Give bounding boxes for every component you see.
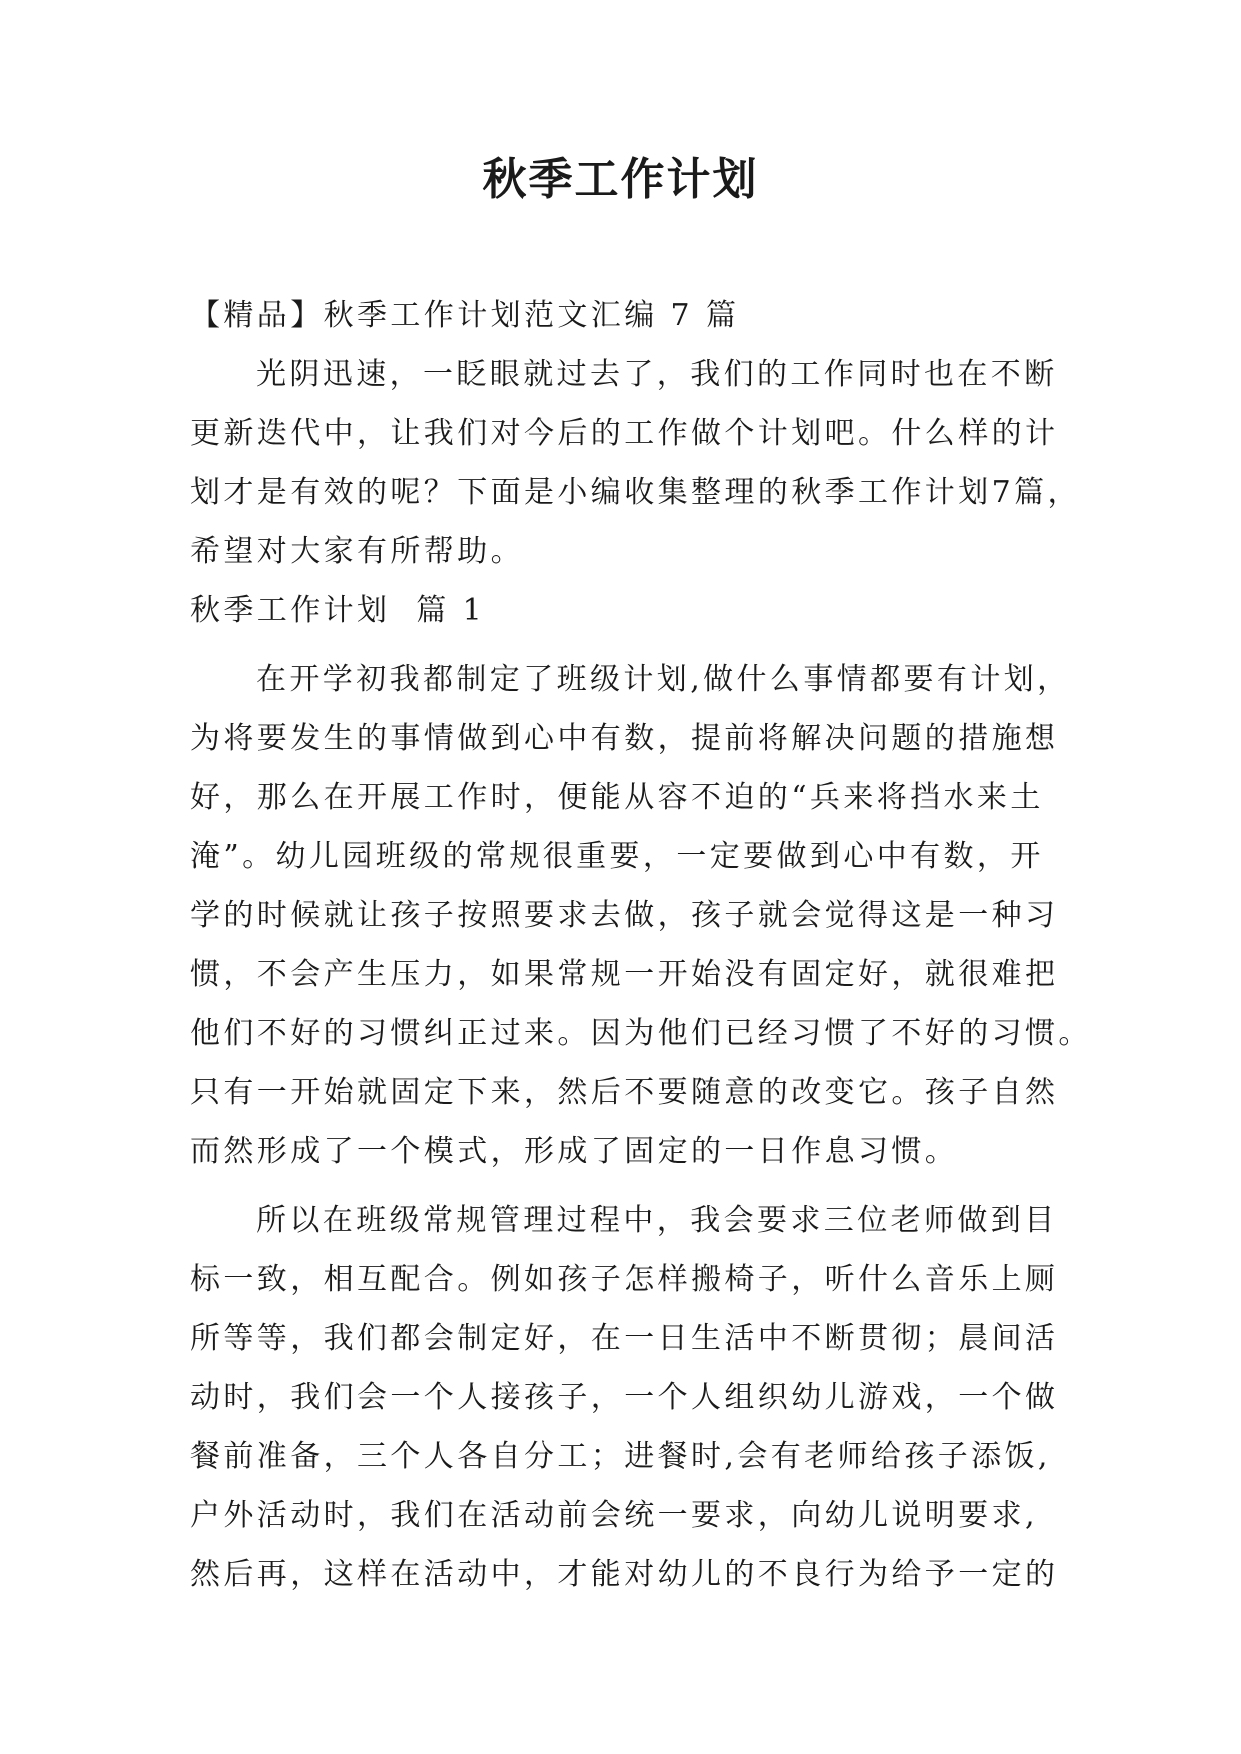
section-heading: 秋季工作计划 篇 1	[190, 593, 486, 628]
paragraph-line: 户外活动时，我们在活动前会统一要求，向幼儿说明要求,	[190, 1498, 1038, 1533]
paragraph-line: 所以在班级常规管理过程中，我会要求三位老师做到目	[256, 1203, 1058, 1238]
paragraph-gap	[190, 640, 1052, 650]
paragraph-line: 为将要发生的事情做到心中有数，提前将解决问题的措施想	[190, 721, 1059, 756]
paragraph-line: 所等等，我们都会制定好，在一日生活中不断贯彻；晨间活	[190, 1321, 1059, 1356]
paragraph-line: 然后再，这样在活动中，才能对幼儿的不良行为给予一定的	[190, 1557, 1059, 1592]
intro-line: 光阴迅速，一眨眼就过去了，我们的工作同时也在不断	[256, 357, 1058, 392]
paragraph-line: 他们不好的习惯纠正过来。因为他们已经习惯了不好的习惯。	[190, 1016, 1092, 1051]
paragraph-line: 餐前准备，三个人各自分工；进餐时,会有老师给孩子添饭,	[190, 1439, 1051, 1474]
document-subtitle: 【精品】秋季工作计划范文汇编 7 篇	[190, 298, 740, 333]
document-body	[190, 286, 1092, 1604]
paragraph-line: 动时，我们会一个人接孩子，一个人组织幼儿游戏，一个做	[190, 1380, 1059, 1415]
paragraph-line: 在开学初我都制定了班级计划,做什么事情都要有计划，	[256, 662, 1071, 697]
paragraph-line: 学的时候就让孩子按照要求去做，孩子就会觉得这是一种习	[190, 898, 1059, 933]
paragraph-line: 只有一开始就固定下来，然后不要随意的改变它。孩子自然	[190, 1075, 1059, 1110]
document-title: 秋季工作计划	[482, 154, 759, 205]
paragraph-gap	[190, 1181, 1052, 1191]
intro-line: 更新迭代中，让我们对今后的工作做个计划吧。什么样的计	[190, 416, 1059, 451]
paragraph-line: 淹”。幼儿园班级的常规很重要，一定要做到心中有数，开	[190, 839, 1044, 874]
paragraph-line: 而然形成了一个模式，形成了固定的一日作息习惯。	[190, 1134, 959, 1169]
intro-line: 划才是有效的呢？下面是小编收集整理的秋季工作计划7篇，	[190, 475, 1081, 510]
paragraph-line: 惯，不会产生压力，如果常规一开始没有固定好，就很难把	[190, 957, 1059, 992]
paragraph-line: 好，那么在开展工作时，便能从容不迫的“兵来将挡水来土	[190, 780, 1044, 815]
paragraph-line: 标一致，相互配合。例如孩子怎样搬椅子，听什么音乐上厕	[190, 1262, 1059, 1297]
intro-line: 希望对大家有所帮助。	[190, 534, 524, 569]
